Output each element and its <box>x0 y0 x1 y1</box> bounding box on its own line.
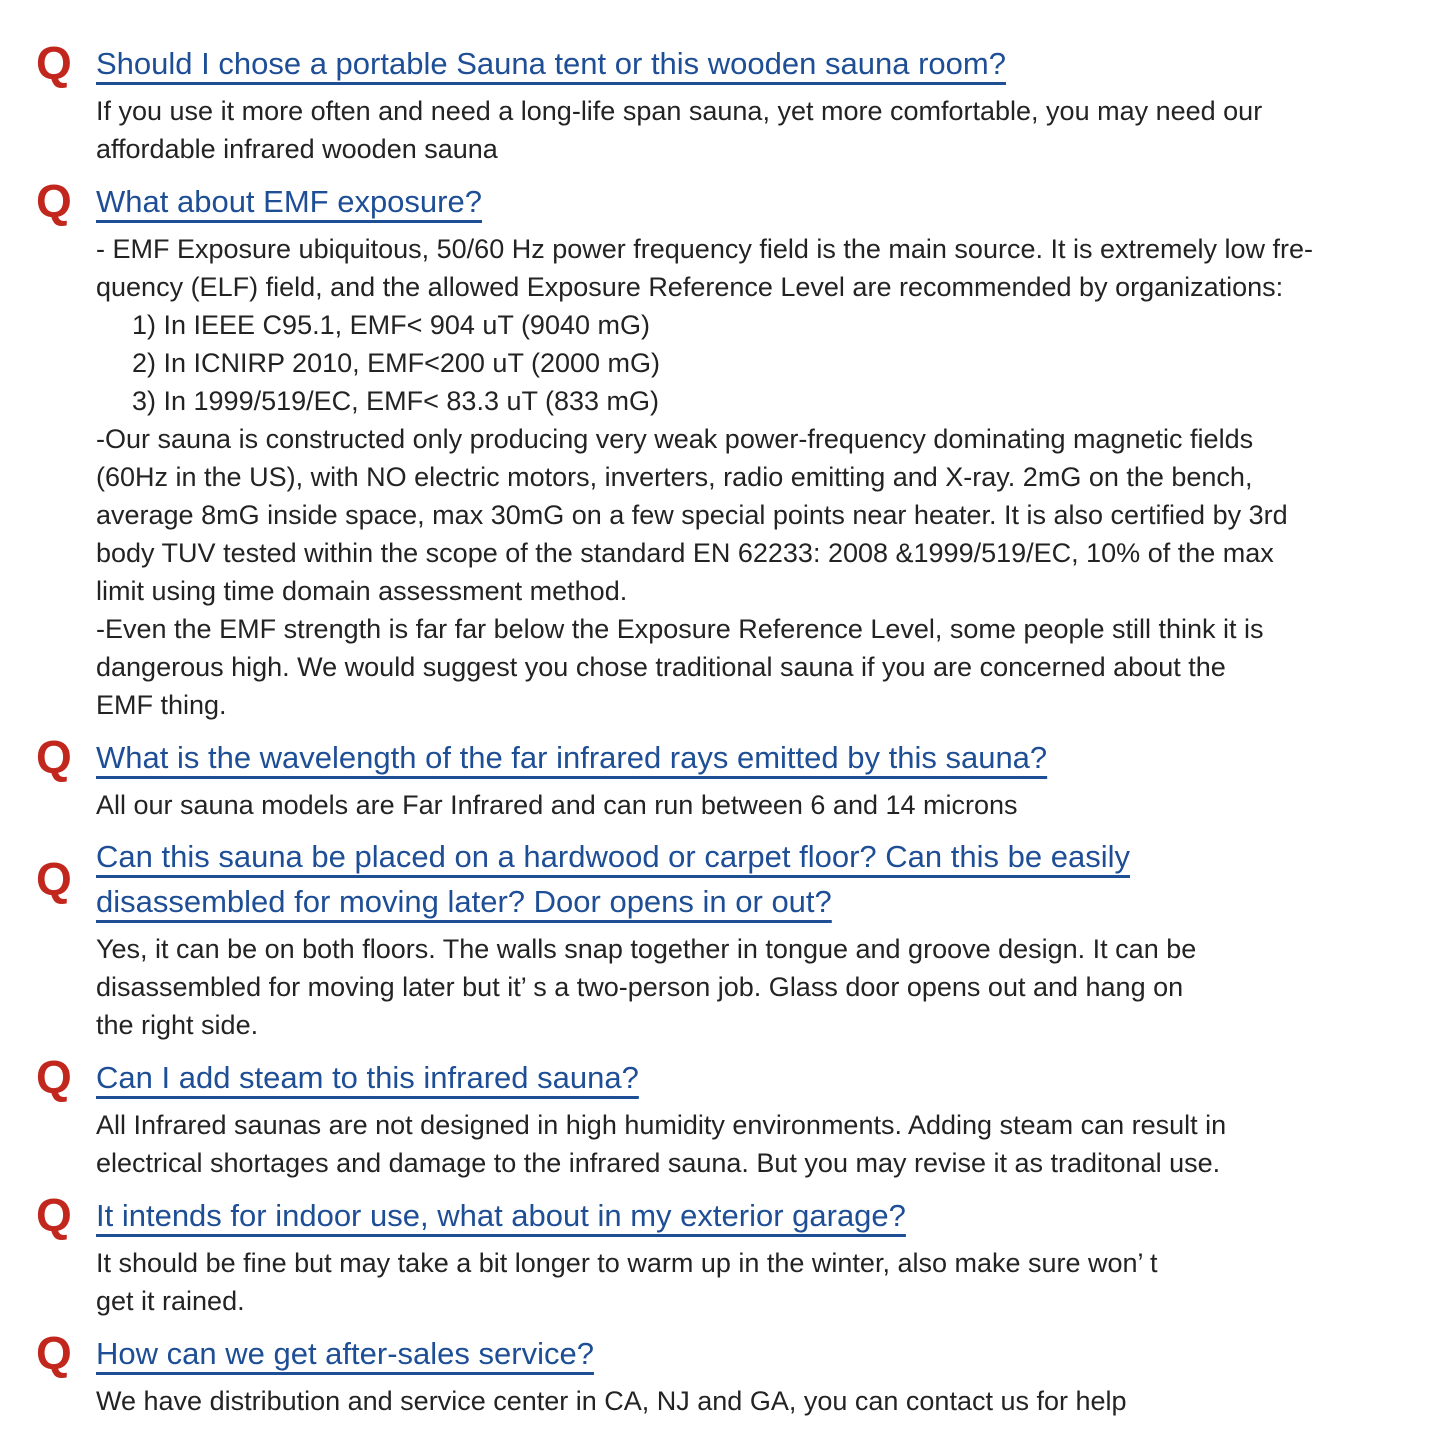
question-heading <box>96 1331 594 1376</box>
answer-line: All our sauna models are Far Infrared and can run between 6 and 14 microns <box>96 790 1018 820</box>
answer-line: EMF thing. <box>96 690 227 720</box>
answer-line: average 8mG inside space, max 30mG on a few special points near heater. It is also certified by 3rd <box>96 500 1288 530</box>
answer-line: dangerous high. We would suggest you chose traditional sauna if you are concerned about the <box>96 652 1226 682</box>
question-link-line[interactable]: What is the wavelength of the far infrared rays emitted by this sauna? <box>96 739 1048 775</box>
answer-line: 2) In ICNIRP 2010, EMF<200 uT (2000 mG) <box>132 348 660 378</box>
answer-block <box>96 1106 1406 1182</box>
q-marker-icon: Q <box>36 1327 72 1379</box>
question-row <box>36 175 1406 227</box>
answer-line: 3) In 1999/519/EC, EMF< 83.3 uT (833 mG) <box>132 386 660 416</box>
answer-line: get it rained. <box>96 1286 245 1316</box>
answer-block <box>96 786 1406 824</box>
question-row <box>36 1051 1406 1103</box>
question-link-line[interactable]: disassembled for moving later? Door opens in or out? <box>96 884 832 919</box>
question-link-line[interactable]: It intends for indoor use, what about in my exterior garage? <box>96 1197 906 1233</box>
answer-block <box>96 1382 1406 1420</box>
question-heading <box>96 834 1130 924</box>
faq-item-emf-exposure <box>36 175 1406 724</box>
answer-line: affordable infrared wooden sauna <box>96 134 498 164</box>
answer-line: body TUV tested within the scope of the standard EN 62233: 2008 &1999/519/EC, 10% of the max <box>96 538 1274 568</box>
q-marker-icon: Q <box>36 1189 72 1241</box>
answer-line: disassembled for moving later but it’ s a two-person job. Glass door opens out and hang on <box>96 972 1184 1002</box>
answer-line: -Our sauna is constructed only producing very weak power-frequency dominating magnetic fields <box>96 424 1254 454</box>
answer-block <box>96 930 1406 1044</box>
question-row <box>36 1189 1406 1241</box>
q-marker-icon: Q <box>36 1051 72 1103</box>
answer-line: We have distribution and service center in CA, NJ and GA, you can contact us for help <box>96 1386 1127 1416</box>
faq-list <box>36 37 1406 1420</box>
answer-block <box>96 1244 1406 1320</box>
answer-line: It should be fine but may take a bit longer to warm up in the winter, also make sure won’ t <box>96 1248 1158 1278</box>
question-link-line[interactable]: How can we get after-sales service? <box>96 1335 594 1371</box>
question-heading <box>96 1055 639 1100</box>
question-heading <box>96 735 1047 780</box>
answer-line: electrical shortages and damage to the infrared sauna. But you may revise it as traditonal use. <box>96 1148 1221 1178</box>
faq-item-sauna-tent-vs-room <box>36 37 1406 168</box>
answer-line: -Even the EMF strength is far far below the Exposure Reference Level, some people still think it is <box>96 614 1264 644</box>
answer-line: the right side. <box>96 1010 259 1040</box>
answer-line: If you use it more often and need a long-life span sauna, yet more comfortable, you may need our <box>96 96 1263 126</box>
question-row <box>36 37 1406 89</box>
faq-item-indoor-garage <box>36 1189 1406 1320</box>
answer-block <box>96 230 1406 724</box>
q-marker-icon: Q <box>36 37 72 89</box>
question-heading <box>96 1193 906 1238</box>
question-heading <box>96 179 482 224</box>
question-link-line[interactable]: Should I chose a portable Sauna tent or this wooden sauna room? <box>96 45 1006 81</box>
question-link-line[interactable]: What about EMF exposure? <box>96 183 482 219</box>
faq-item-add-steam <box>36 1051 1406 1182</box>
faq-item-far-infrared-wavelength <box>36 731 1406 824</box>
answer-line: limit using time domain assessment method. <box>96 576 628 606</box>
answer-line: (60Hz in the US), with NO electric motors, inverters, radio emitting and X-ray. 2mG on the bench, <box>96 462 1253 492</box>
answer-line: - EMF Exposure ubiquitous, 50/60 Hz power frequency field is the main source. It is extremely low fre- <box>96 234 1314 264</box>
question-row <box>36 834 1406 924</box>
faq-item-floor-disassembly-door <box>36 834 1406 1044</box>
answer-block <box>96 92 1406 168</box>
question-link-line[interactable]: Can this sauna be placed on a hardwood or carpet floor? Can this be easily <box>96 839 1130 874</box>
question-link-line[interactable]: Can I add steam to this infrared sauna? <box>96 1059 639 1095</box>
q-marker-icon: Q <box>36 853 72 905</box>
faq-item-after-sales-service <box>36 1327 1406 1420</box>
question-row <box>36 731 1406 783</box>
answer-line: Yes, it can be on both floors. The walls snap together in tongue and groove design. It can be <box>96 934 1197 964</box>
question-heading <box>96 41 1006 86</box>
answer-line: quency (ELF) field, and the allowed Exposure Reference Level are recommended by organizations: <box>96 272 1284 302</box>
q-marker-icon: Q <box>36 731 72 783</box>
question-row <box>36 1327 1406 1379</box>
q-marker-icon: Q <box>36 175 72 227</box>
answer-line: 1) In IEEE C95.1, EMF< 904 uT (9040 mG) <box>132 310 650 340</box>
answer-line: All Infrared saunas are not designed in high humidity environments. Adding steam can result in <box>96 1110 1227 1140</box>
